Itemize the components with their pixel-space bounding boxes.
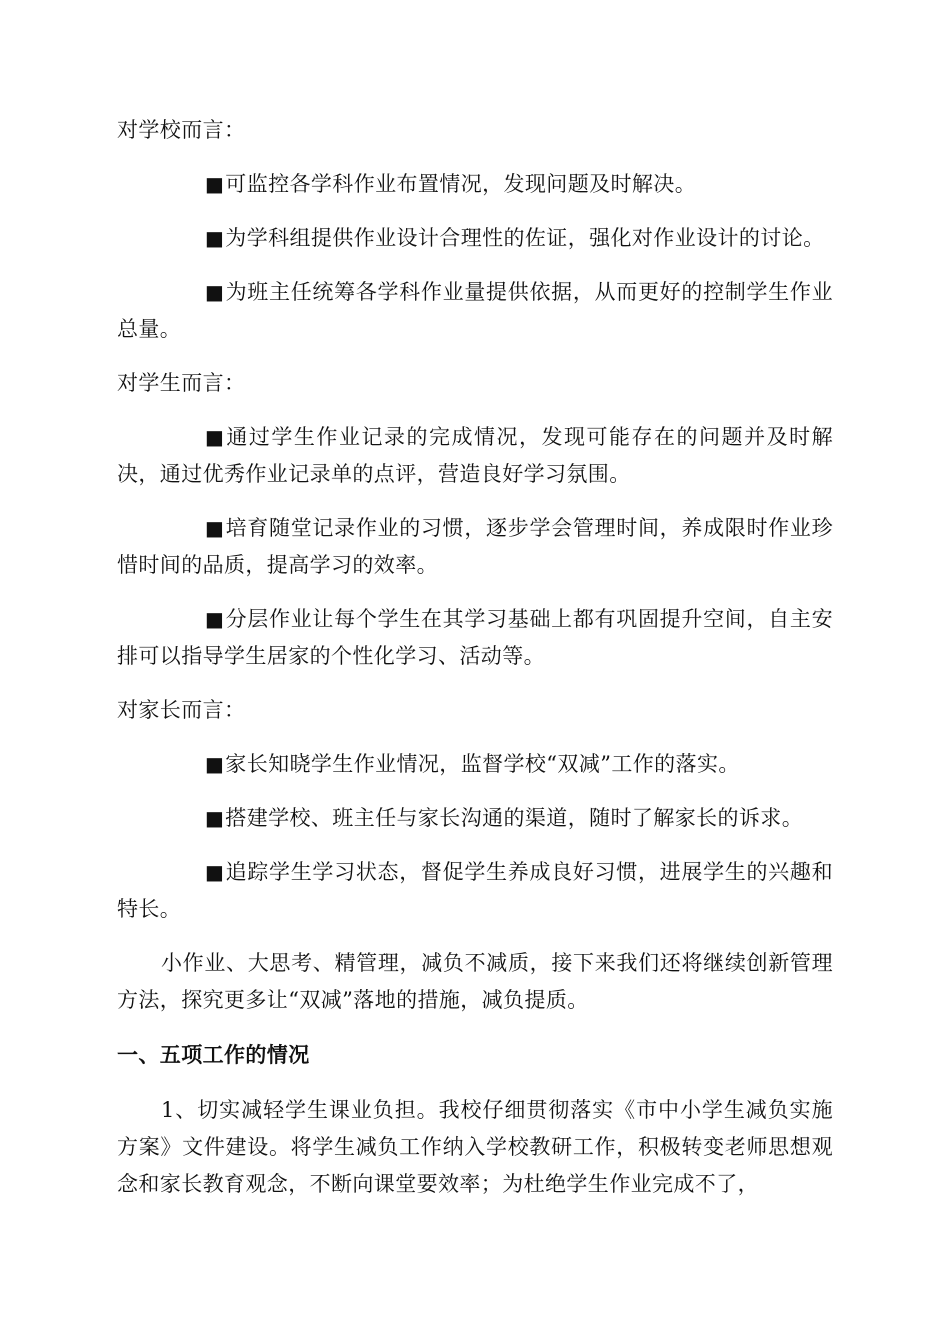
section-label-student: 对学生而言： bbox=[117, 371, 246, 395]
square-bullet-icon: ■ bbox=[205, 172, 225, 196]
section-label-parent: 对家长而言： bbox=[117, 698, 246, 722]
square-bullet-icon: ■ bbox=[205, 806, 225, 830]
closing-paragraph: 小作业、大思考、精管理，减负不减质，接下来我们还将继续创新管理方法，探究更多让“双减”落地的措施，减负提质。 bbox=[117, 951, 833, 1012]
list-item-text: 培育随堂记录作业的习惯，逐步学会管理时间，养成限时作业珍惜时间的品质，提高学习的效率。 bbox=[117, 516, 833, 577]
square-bullet-icon: ■ bbox=[205, 752, 225, 776]
document-body bbox=[117, 112, 833, 1221]
square-bullet-icon: ■ bbox=[205, 516, 225, 540]
list-item bbox=[117, 166, 833, 203]
list-item-text: 可监控各学科作业布置情况，发现问题及时解决。 bbox=[225, 172, 697, 196]
list-item-text: 为班主任统筹各学科作业量提供依据，从而更好的控制学生作业总量。 bbox=[117, 280, 833, 341]
square-bullet-icon: ■ bbox=[205, 226, 225, 250]
list-item-text: 通过学生作业记录的完成情况，发现可能存在的问题并及时解决，通过优秀作业记录单的点评，营造良好学习氛围。 bbox=[117, 425, 833, 486]
list-item bbox=[117, 746, 833, 783]
list-item-text: 搭建学校、班主任与家长沟通的渠道，随时了解家长的诉求。 bbox=[225, 806, 804, 830]
list-item bbox=[117, 601, 833, 675]
square-bullet-icon: ■ bbox=[205, 607, 225, 631]
list-item bbox=[117, 854, 833, 928]
list-item bbox=[117, 510, 833, 584]
square-bullet-icon: ■ bbox=[205, 860, 225, 884]
list-item bbox=[117, 220, 833, 257]
list-item bbox=[117, 800, 833, 837]
list-item bbox=[117, 419, 833, 493]
list-item-text: 为学科组提供作业设计合理性的佐证，强化对作业设计的讨论。 bbox=[225, 226, 825, 250]
list-item bbox=[117, 274, 833, 348]
section-heading: 一、五项工作的情况 bbox=[117, 1043, 310, 1067]
square-bullet-icon: ■ bbox=[205, 425, 225, 449]
section-label-school: 对学校而言： bbox=[117, 118, 246, 142]
list-item-text: 追踪学生学习状态，督促学生养成良好习惯，进展学生的兴趣和特长。 bbox=[117, 860, 833, 921]
square-bullet-icon: ■ bbox=[205, 280, 225, 304]
body-paragraph: 1、切实减轻学生课业负担。我校仔细贯彻落实《市中小学生减负实施方案》文件建设。将学生减负工作纳入学校教研工作，积极转变老师思想观念和家长教育观念，不断向课堂要效率；为杜绝学生作业完成不了， bbox=[117, 1098, 833, 1196]
list-item-text: 分层作业让每个学生在其学习基础上都有巩固提升空间，自主安排可以指导学生居家的个性化学习、活动等。 bbox=[117, 607, 833, 668]
list-item-text: 家长知晓学生作业情况，监督学校“双减”工作的落实。 bbox=[225, 752, 740, 776]
